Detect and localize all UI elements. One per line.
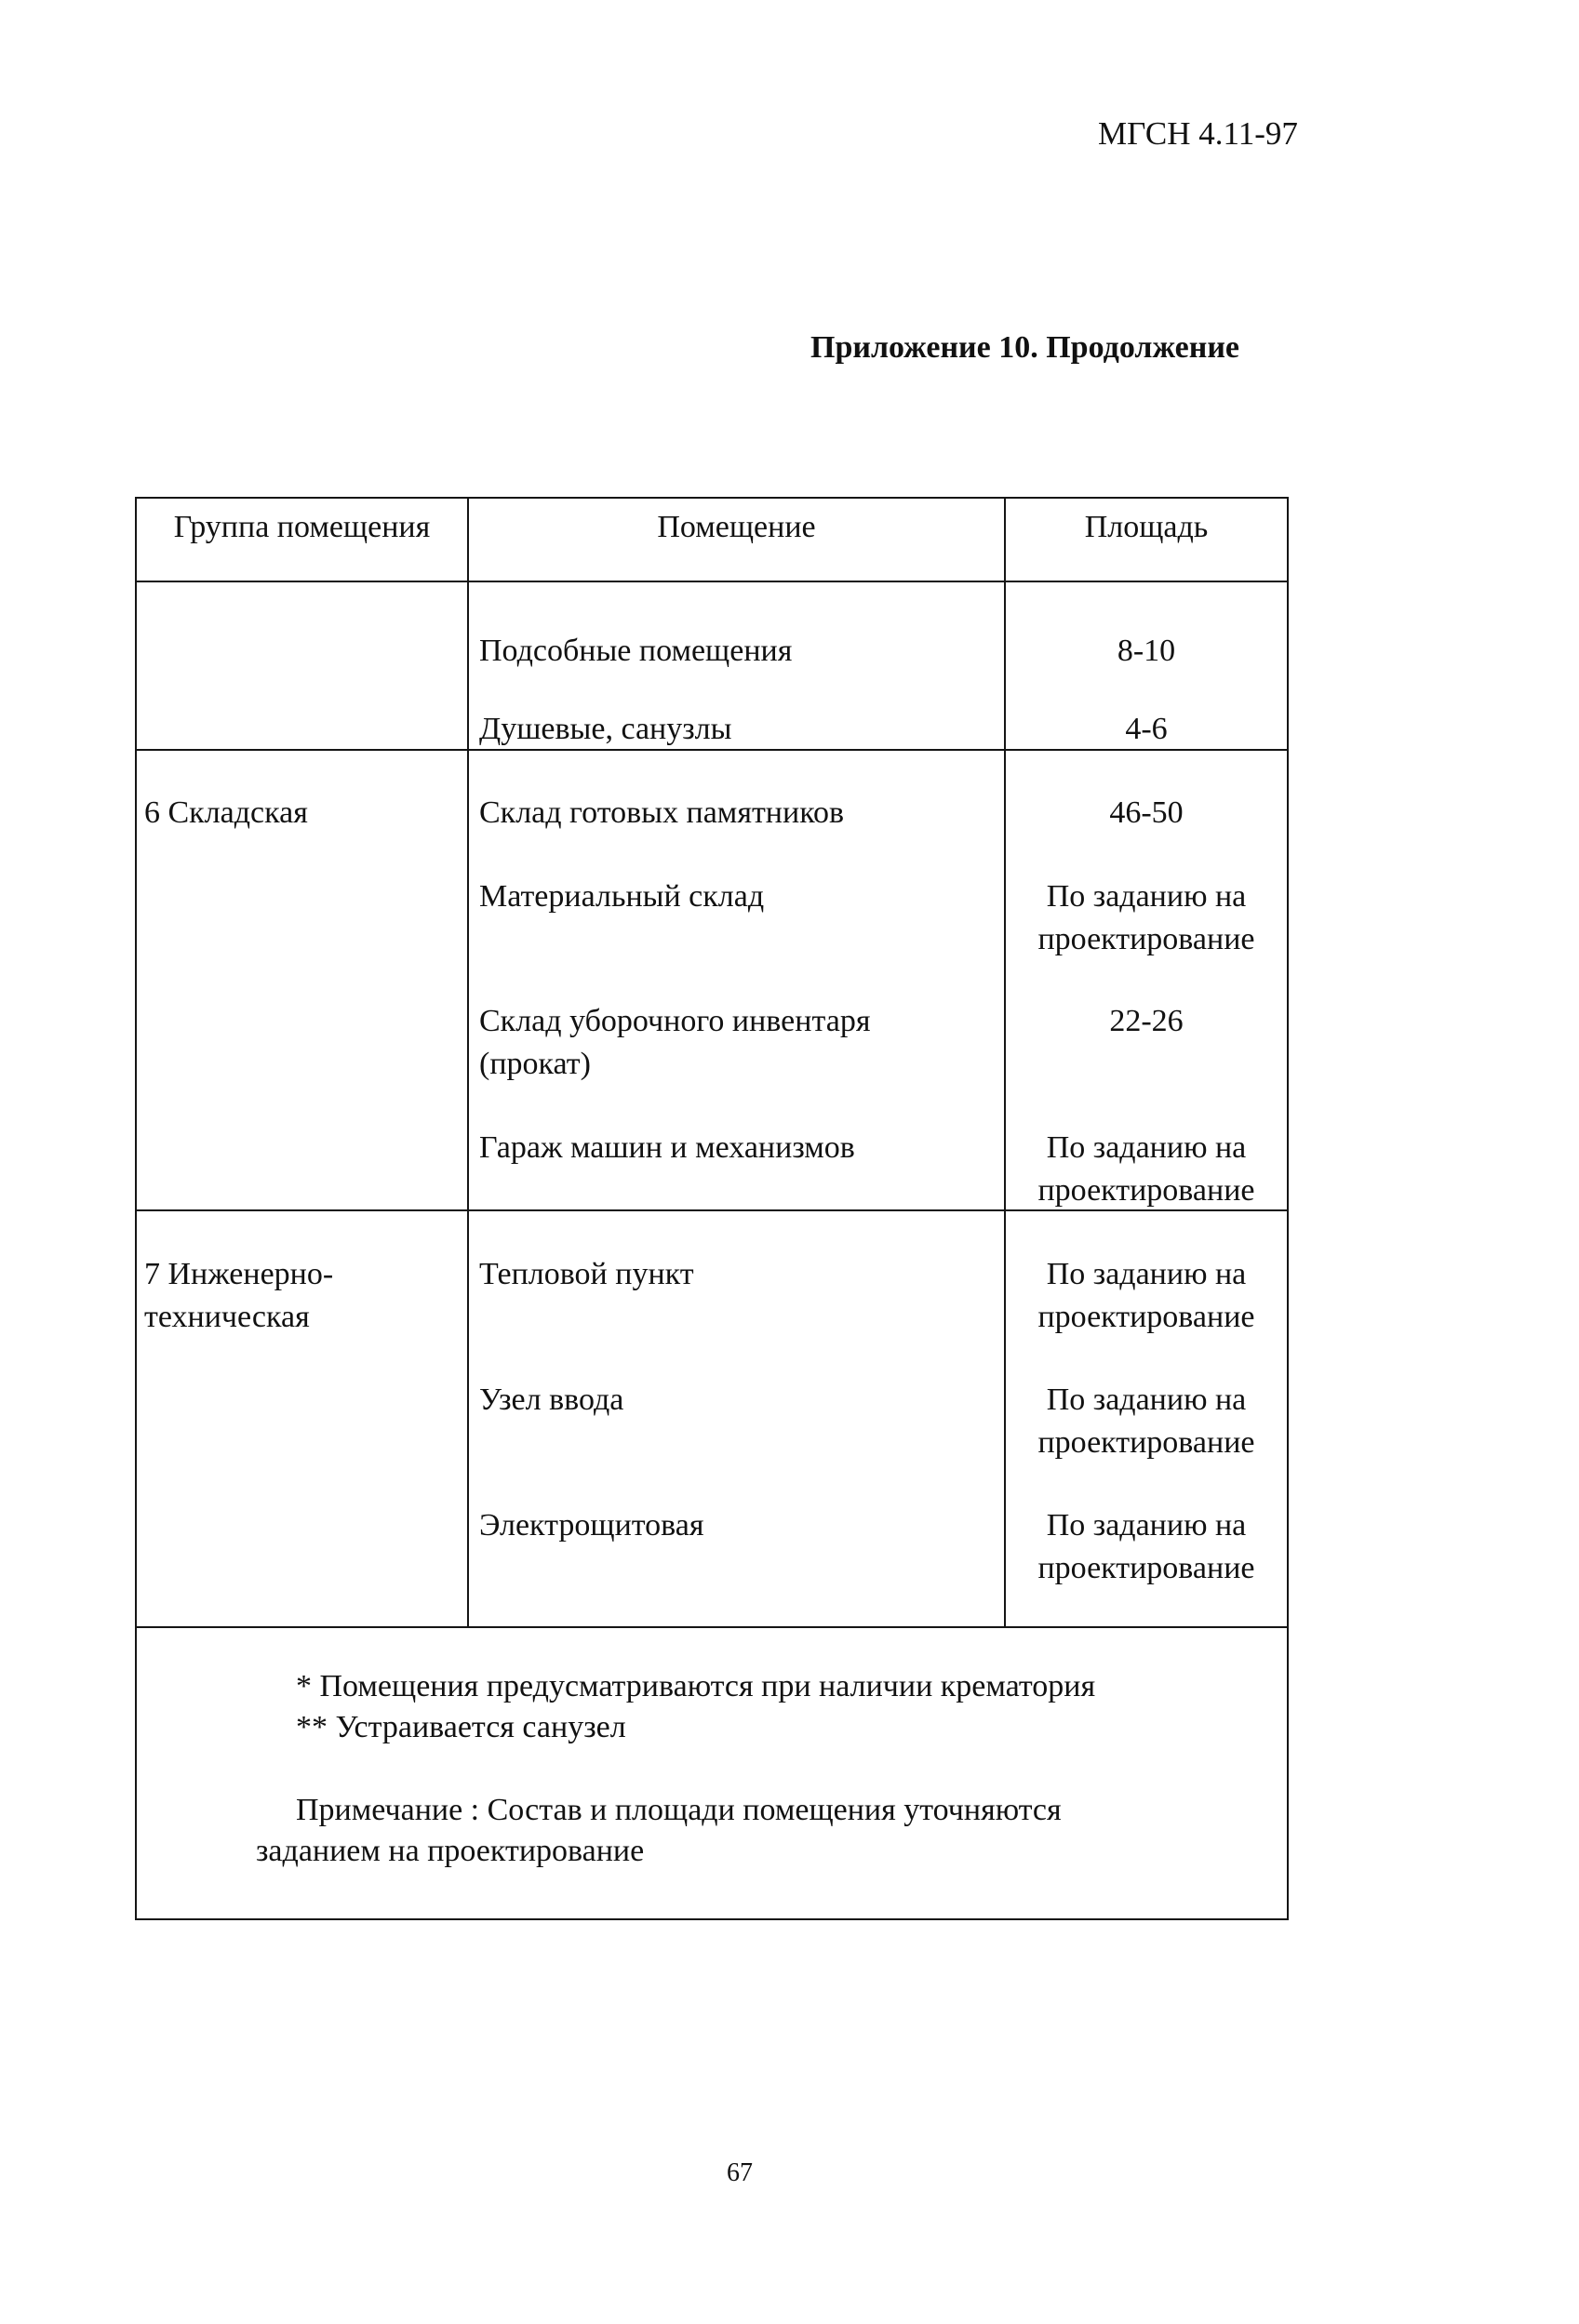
doc-code: МГСН 4.11-97 (1098, 115, 1298, 152)
area-cell: По заданию на проектирование (1037, 1257, 1255, 1334)
room-cell: Подсобные помещения (479, 634, 793, 668)
footnote-1: * Помещения предусматриваются при наличии крематория (296, 1669, 1096, 1703)
rooms-table (135, 497, 1289, 1920)
group-cell: 6 Складская (144, 795, 308, 830)
table-border-left (135, 497, 137, 1920)
group-cell: 7 Инженерно-техническая (144, 1257, 334, 1334)
area-cell: По заданию на проектирование (1037, 879, 1255, 956)
table-note-line-1: Примечание : Состав и площади помещения уточняются (296, 1793, 1062, 1827)
room-cell: Материальный склад (479, 879, 765, 914)
room-cell: Электрощитовая (479, 1508, 704, 1543)
table-border-bottom (135, 1918, 1289, 1920)
area-cell: По заданию на проектирование (1037, 1382, 1255, 1460)
table-note-line-2: заданием на проектирование (256, 1834, 645, 1868)
table-footnotes-divider (135, 1626, 1289, 1628)
room-cell: Душевые, санузлы (479, 712, 732, 746)
header-area: Площадь (1084, 510, 1209, 544)
area-cell: По заданию на проектирование (1037, 1508, 1255, 1585)
area-cell: 46-50 (1109, 795, 1184, 830)
room-cell: Склад уборочного инвентаря (прокат) (479, 1004, 871, 1081)
header-group: Группа помещения (173, 510, 431, 544)
table-border-right (1287, 497, 1289, 1920)
area-cell: 8-10 (1117, 634, 1176, 668)
area-cell: 22-26 (1109, 1004, 1184, 1038)
table-column-divider-1 (467, 497, 469, 1628)
room-cell: Узел ввода (479, 1382, 624, 1417)
room-cell: Гараж машин и механизмов (479, 1130, 855, 1165)
table-border-top (135, 497, 1289, 499)
header-divider (135, 581, 1289, 582)
appendix-title: Приложение 10. Продолжение (810, 330, 1240, 365)
area-cell: По заданию на проектирование (1037, 1130, 1255, 1208)
room-cell: Склад готовых памятников (479, 795, 845, 830)
header-room: Помещение (657, 510, 816, 544)
room-cell: Тепловой пункт (479, 1257, 694, 1291)
page-number: 67 (727, 2158, 753, 2187)
footnote-2: ** Устраивается санузел (296, 1710, 626, 1744)
area-cell: 4-6 (1125, 712, 1168, 746)
